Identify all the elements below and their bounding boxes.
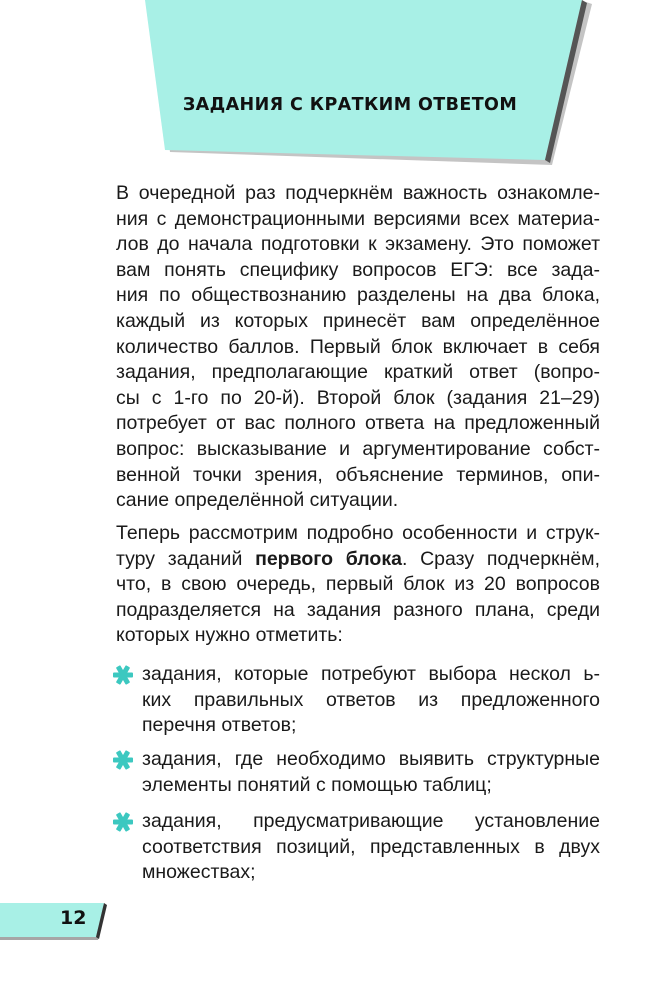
paragraph-line: ния по обществознанию разделены на два блока, bbox=[116, 284, 600, 307]
list-item-line: соответствия позиций, представленных в двух bbox=[142, 835, 600, 858]
list-item-line: элементы понятий с помощью таблиц; bbox=[142, 773, 492, 796]
list-item-text bbox=[142, 809, 600, 886]
paragraph-line: задания, предполагающие краткий ответ (вопро- bbox=[116, 361, 600, 384]
paragraph-line: подразделяется на задания разного плана, среди bbox=[116, 598, 600, 621]
paragraph-line: потребует от вас полного ответа на предложенный bbox=[116, 412, 600, 435]
paragraph-line: венной точки зрения, объяснение терминов, опи- bbox=[116, 463, 600, 486]
paragraph-line: вам понять специфику вопросов ЕГЭ: все зада- bbox=[116, 258, 600, 281]
section-title: ЗАДАНИЯ С КРАТКИМ ОТВЕТОМ bbox=[182, 95, 518, 115]
list-item-line: множествах; bbox=[142, 861, 256, 884]
paragraph-line: В очередной раз подчеркнём важность ознакомле- bbox=[116, 182, 600, 204]
list-item-line: задания, предусматривающие установление bbox=[142, 810, 600, 832]
paragraph-line: сание определённой ситуации. bbox=[116, 489, 399, 512]
asterisk-bullet-icon bbox=[112, 664, 134, 686]
paragraph-line: Теперь рассмотрим подробно особенности и струк- bbox=[116, 522, 600, 544]
list-item-line: задания, которые потребуют выбора нескол ь- bbox=[142, 663, 600, 685]
paragraph-first-block bbox=[116, 521, 600, 649]
paragraph-line: что, в свою очередь, первый блок из 20 вопросов bbox=[116, 573, 600, 596]
list-item-line: перечня ответов; bbox=[142, 714, 297, 737]
paragraph-line: ния с демонстрационными версиями всех материа- bbox=[116, 207, 600, 230]
emphasis-first-block: первого блока bbox=[255, 547, 402, 570]
list-item-text bbox=[142, 662, 600, 739]
paragraph-line: количество баллов. Первый блок включает в себя bbox=[116, 335, 600, 358]
paragraph-line: сы с 1-го по 20-й). Второй блок (задания 21–29) bbox=[116, 386, 600, 409]
paragraph-line: вопрос: высказывание и аргументирование собст- bbox=[116, 437, 600, 460]
paragraph-line: туру заданий первого блока. Сразу подчеркнём, bbox=[116, 547, 601, 570]
list-item-line: задания, где необходимо выявить структурные bbox=[142, 748, 600, 770]
list-item-text bbox=[142, 747, 600, 798]
paragraph-intro bbox=[116, 181, 600, 514]
paragraph-line: которых нужно отметить: bbox=[116, 624, 343, 647]
paragraph-line: лов до начала подготовки к экзамену. Это поможет bbox=[116, 233, 600, 256]
asterisk-bullet-icon bbox=[112, 811, 134, 833]
list-item-line: ких правильных ответов из предложенного bbox=[142, 688, 600, 711]
page-number: 12 bbox=[60, 907, 87, 929]
asterisk-bullet-icon bbox=[112, 749, 134, 771]
paragraph-line: каждый из которых принесёт вам определённое bbox=[116, 309, 600, 332]
